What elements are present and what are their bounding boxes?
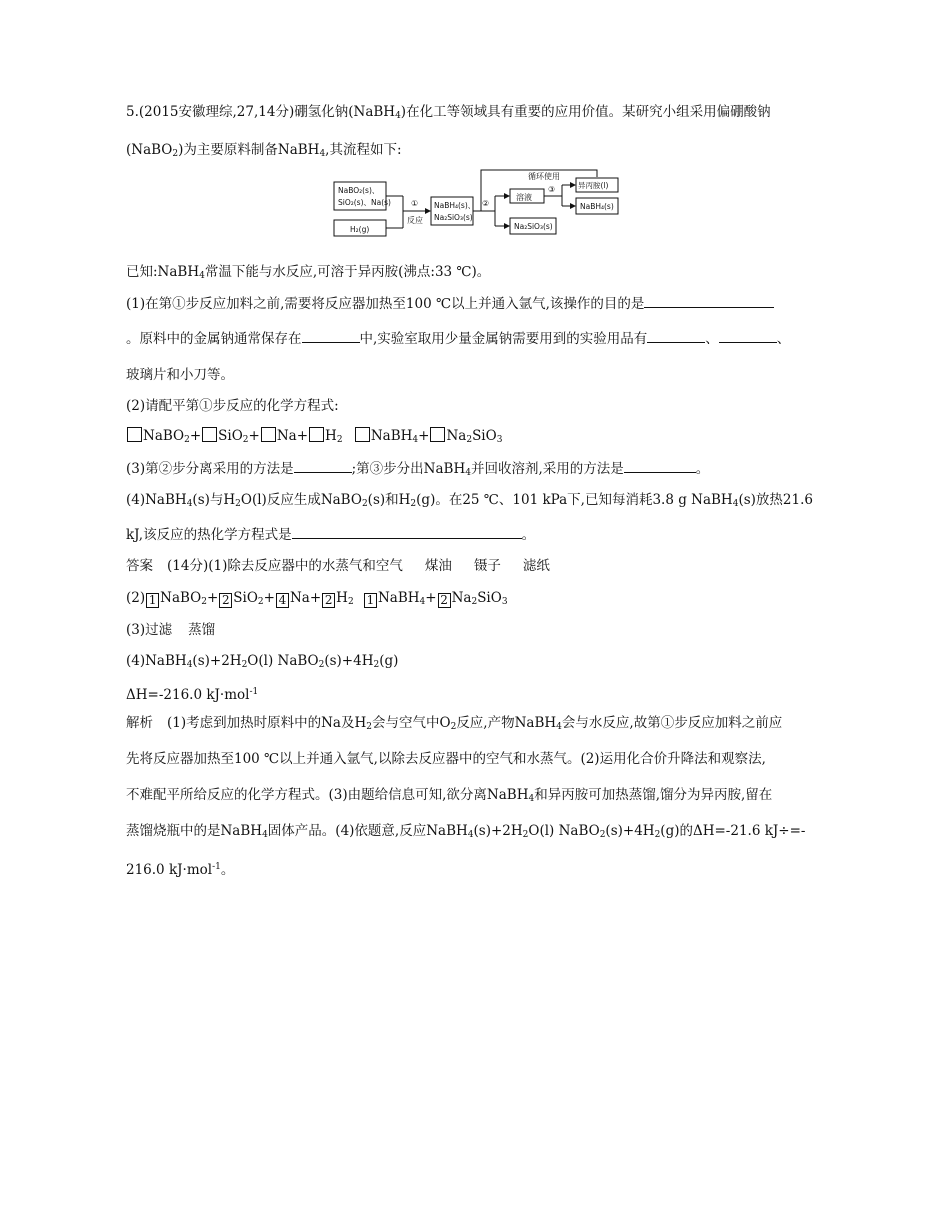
text: H	[336, 590, 348, 606]
text: 并回收溶剂,采用的方法是	[470, 461, 624, 477]
answer-label: 答案	[126, 558, 153, 574]
text: (s)与H	[192, 492, 236, 508]
text: 反应,产物NaBH	[456, 715, 557, 731]
subscript: 4	[419, 597, 426, 607]
part-4-line-1	[126, 490, 813, 514]
subscript: 2	[471, 597, 478, 607]
part-2	[126, 396, 339, 416]
subscript: 2	[361, 499, 368, 509]
equation-to-balance	[126, 426, 502, 450]
subscript: 4	[467, 830, 474, 840]
reaction-label: 反应	[407, 216, 423, 225]
byproduct-label: Na₂SiO₃(s)	[514, 222, 553, 231]
text: ΔH=-216.0 kJ·mol	[126, 687, 250, 703]
text: O(l)反应生成NaBO	[240, 492, 362, 508]
text: +	[248, 428, 260, 444]
text: (g)。在25 ℃、101 kPa下,已知每消耗3.8 g NaBH	[416, 492, 733, 508]
text: )在化工等领域具有重要的应用价值。某研究小组采用偏硼酸钠	[400, 104, 771, 120]
answer-blank[interactable]	[647, 328, 705, 343]
subscript: 4	[199, 271, 205, 281]
text: (2)请配平第①步反应的化学方程式:	[126, 398, 339, 414]
explanation-line-2	[126, 749, 766, 769]
explanation-line-3	[126, 785, 772, 809]
text: 会与空气中O	[372, 715, 451, 731]
subscript: 2	[410, 499, 417, 509]
text: (3)过滤	[126, 622, 173, 638]
subscript: 2	[366, 722, 372, 732]
text: SiO	[477, 590, 502, 606]
answer-enthalpy	[126, 682, 258, 705]
raw-label-2: SiO₂(s)、Na(s)	[338, 198, 391, 207]
part-1-line-1	[126, 293, 774, 314]
coefficient-box[interactable]	[309, 427, 324, 442]
text: 玻璃片和小刀等。	[126, 367, 234, 383]
answer-blank[interactable]	[302, 328, 360, 343]
subscript: 4	[465, 468, 471, 478]
text: +	[425, 590, 437, 606]
question-line-2	[126, 140, 402, 164]
text: 滤纸	[522, 558, 550, 574]
text: 。	[695, 461, 710, 477]
text: O(l) NaBO	[247, 653, 319, 669]
subscript: 2	[257, 597, 264, 607]
subscript: 4	[528, 794, 535, 804]
text: (g)的ΔH=-21.6 kJ÷=-	[660, 823, 806, 839]
explanation-label: 解析	[126, 715, 153, 731]
text: (2)	[126, 590, 146, 606]
part-1-line-3	[126, 365, 234, 385]
text: SiO	[472, 428, 497, 444]
text: 镊子	[473, 558, 501, 574]
answer-blank[interactable]	[719, 328, 777, 343]
text: (14分)(1)除去反应器中的水蒸气和空气	[167, 558, 403, 574]
text: SiO	[233, 590, 258, 606]
question-source: (2015安徽理综,27,14分)	[138, 104, 295, 120]
text: +	[418, 428, 430, 444]
text: +	[263, 590, 275, 606]
text: 。原料中的金属钠通常保存在	[126, 331, 302, 347]
text: 。	[521, 527, 536, 543]
text: ,其流程如下:	[325, 142, 402, 158]
subscript: 2	[184, 435, 190, 445]
subscript: 2	[336, 435, 343, 445]
subscript: 2	[347, 597, 354, 607]
subscript: 2	[599, 830, 606, 840]
answer-equation	[126, 588, 508, 612]
explanation-line-4	[126, 821, 806, 845]
mixture-label-1: NaBH₄(s)、	[434, 201, 476, 210]
text: +	[189, 428, 202, 444]
text: O(l) NaBO	[528, 823, 600, 839]
text: 会与水反应,故第①步反应加料之前应	[561, 715, 783, 731]
text: 已知:NaBH	[126, 264, 200, 280]
h2-label: H₂(g)	[350, 225, 370, 234]
text: kJ,该反应的热化学方程式是	[126, 527, 292, 543]
text: 常温下能与水反应,可溶于异丙胺(沸点:33 ℃)。	[204, 264, 491, 280]
text: 、	[776, 331, 791, 347]
text: (NaBO	[126, 142, 173, 158]
subscript: 2	[201, 597, 207, 607]
subscript: 2	[235, 499, 241, 509]
process-flow-diagram	[330, 168, 630, 238]
coefficient: 1	[364, 593, 377, 608]
text: (s)+2H	[192, 653, 242, 669]
text: 蒸馏烧瓶中的是NaBH	[126, 823, 263, 839]
text: NaBH	[377, 590, 420, 606]
coefficient-box[interactable]	[127, 427, 142, 442]
answer-blank[interactable]	[292, 524, 522, 539]
text: NaBO	[160, 590, 202, 606]
coefficient-box[interactable]	[430, 427, 445, 442]
text: Na+	[276, 428, 309, 444]
text: (s)和H	[367, 492, 411, 508]
solution-label: 溶液	[516, 193, 532, 202]
text: 固体产品。(4)依题意,反应NaBH	[267, 823, 468, 839]
subscript: 2	[654, 830, 661, 840]
text: 中,实验室取用少量金属钠需要用到的实验用品有	[359, 331, 648, 347]
explanation-line-5	[126, 857, 234, 880]
text: Na	[451, 590, 472, 606]
text: 先将反应器加热至100 ℃以上并通入氩气,以除去反应器中的空气和水蒸气。(2)运用化合价升降法和观察法,	[126, 751, 766, 767]
subscript: 3	[496, 435, 503, 445]
text: H	[325, 428, 337, 444]
text: +	[206, 590, 219, 606]
raw-label-1: NaBO₂(s)、	[338, 186, 380, 195]
subscript: 2	[450, 722, 457, 732]
text: (g)	[379, 653, 399, 669]
answer-blank[interactable]	[294, 458, 352, 473]
text: NaBH	[370, 428, 413, 444]
part-3	[126, 458, 709, 483]
text: (1)在第①步反应加料之前,需要将反应器加热至100 ℃以上并通入氩气,该操作的目的是	[126, 296, 645, 312]
coefficient: 2	[438, 593, 451, 608]
product-label: NaBH₄(s)	[580, 202, 614, 211]
text: SiO	[218, 428, 243, 444]
explanation-line-1	[126, 713, 782, 737]
text: 煤油	[424, 558, 452, 574]
subscript: 2	[318, 660, 325, 670]
subscript: 4	[319, 149, 326, 159]
coefficient: 2	[219, 593, 232, 608]
text: Na+	[289, 590, 322, 606]
subscript: 3	[501, 597, 508, 607]
coefficient: 4	[276, 593, 289, 608]
subscript: 4	[412, 435, 419, 445]
text: 。	[220, 862, 235, 878]
subscript: 4	[186, 499, 193, 509]
recycle-label: 循环使用	[528, 172, 560, 181]
part-1-line-2	[126, 328, 790, 349]
coefficient-box[interactable]	[355, 427, 370, 442]
answer-part-3	[126, 620, 215, 640]
text: ;第③步分出NaBH	[351, 461, 466, 477]
isopropylamine-label: 异丙胺(l)	[578, 181, 609, 190]
known-info	[126, 262, 490, 286]
coefficient: 2	[322, 593, 335, 608]
step-2-label: ②	[482, 199, 490, 208]
subscript: 4	[732, 499, 739, 509]
text: (3)第②步分离采用的方法是	[126, 461, 294, 477]
text: 216.0 kJ·mol	[126, 862, 213, 878]
subscript: 4	[186, 660, 193, 670]
answer-line-1	[126, 556, 550, 576]
subscript: 2	[373, 660, 380, 670]
superscript: -1	[212, 862, 221, 872]
answer-blank[interactable]	[644, 293, 774, 308]
answer-part-4	[126, 651, 398, 675]
subscript: 4	[556, 722, 562, 732]
subscript: 2	[522, 830, 529, 840]
subscript: 2	[466, 435, 473, 445]
text: (4)NaBH	[126, 653, 187, 669]
text: (4)NaBH	[126, 492, 187, 508]
subscript: 4	[262, 830, 268, 840]
superscript: -1	[249, 687, 259, 697]
text: 、	[705, 331, 719, 347]
coefficient-box[interactable]	[202, 427, 217, 442]
text: (s)放热21.6	[738, 492, 813, 508]
coefficient-box[interactable]	[261, 427, 276, 442]
question-line-1	[126, 102, 771, 126]
subscript: 4	[395, 111, 401, 121]
text: (s)+2H	[473, 823, 523, 839]
text: NaBO	[143, 428, 185, 444]
text: (s)+4H	[605, 823, 655, 839]
answer-blank[interactable]	[624, 458, 696, 473]
subscript: 2	[172, 149, 179, 159]
text: 蒸馏	[188, 622, 216, 638]
text: (s)+4H	[324, 653, 374, 669]
step-3-label: ③	[548, 185, 556, 194]
question-number: 5.	[126, 104, 139, 120]
text: )为主要原料制备NaBH	[178, 142, 320, 158]
step-1-label: ①	[411, 199, 419, 208]
coefficient: 1	[146, 593, 159, 608]
text: 硼氢化钠(NaBH	[294, 104, 396, 120]
subscript: 2	[241, 660, 248, 670]
text: (1)考虑到加热时原料中的Na及H	[167, 715, 367, 731]
text: 不难配平所给反应的化学方程式。(3)由题给信息可知,欲分离NaBH	[126, 787, 529, 803]
text: Na	[446, 428, 467, 444]
text: 和异丙胺可加热蒸馏,馏分为异丙胺,留在	[534, 787, 773, 803]
part-4-line-2	[126, 524, 535, 545]
subscript: 2	[242, 435, 249, 445]
mixture-label-2: Na₂SiO₃(s)	[434, 213, 473, 222]
